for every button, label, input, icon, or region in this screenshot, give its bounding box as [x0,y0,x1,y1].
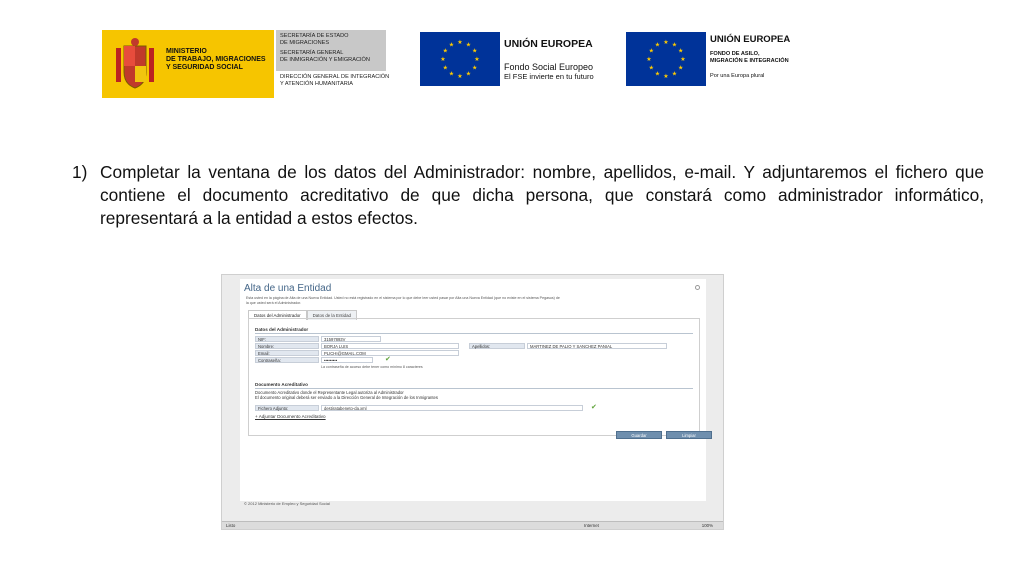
secretaria-logo [276,30,390,90]
limpiar-button[interactable]: Limpiar [666,431,712,439]
guardar-button[interactable]: Guardar [616,431,662,439]
ministerio-logo [102,30,274,98]
eu-star-icon: ★ [680,57,686,63]
direccion-line: DIRECCIÓN GENERAL DE INTEGRACIÓN [280,74,390,80]
eu-star-icon: ★ [474,57,480,63]
ministerio-line: MINISTERIO [166,48,207,55]
eu-star-icon: ★ [671,42,678,49]
check-icon: ✔ [385,356,391,363]
secretaria-line: DE INMIGRACIÓN Y EMIGRACIÓN [280,56,370,63]
status-bar [222,521,723,529]
eu-flag-icon [626,32,706,86]
coat-of-arms-icon [112,36,158,92]
tab-datos-administrador[interactable]: Datos del Administrador [248,310,307,320]
apellidos-field[interactable]: MARTINEZ DE PALIO Y SANCHEZ PANIAL [527,343,667,349]
eu-star-icon: ★ [465,71,472,78]
secretaria-line: SECRETARÍA DE ESTADO [280,33,349,39]
password-field[interactable]: ••••••••• [321,357,373,363]
direccion-line: Y ATENCIÓN HUMANITARIA [280,80,354,87]
page-title: Alta de una Entidad [244,283,332,294]
eu-star-icon: ★ [457,74,463,80]
section-divider [255,333,693,334]
documento-note: El documento original deberá ser enviado a la Dirección General de Integración de los Inmigrantes [255,395,438,400]
instruction-text: Completar la ventana de los datos del Administrador: nombre, apellidos, e-mail. Y adjuntaremos el fichero que contiene el documento acreditativo de que dicha persona, que constará como administrador informático, representará a la entidad a estos efectos. [100,162,984,228]
eu-star-icon: ★ [648,48,654,55]
nif-label: NIF: [255,336,319,342]
status-text: Listo [226,523,236,528]
eu-flag-icon [420,32,500,86]
eu-fse-logo [420,32,594,86]
eu-star-icon: ★ [663,40,669,46]
section-divider [255,388,693,389]
help-icon[interactable] [695,285,700,290]
eu-star-icon: ★ [442,65,448,72]
email-label: Email: [255,350,319,356]
eu-star-icon: ★ [671,71,678,78]
eu-title: UNIÓN EUROPEA [504,38,593,50]
nombre-field[interactable]: BORJA LUIS [321,343,459,349]
documento-description: Documento Acreditativo donde el Representante Legal autoriza al Administrador [255,390,404,395]
eu-star-icon: ★ [654,42,661,49]
instruction-paragraph [72,161,984,230]
eu-star-icon: ★ [472,48,478,55]
tab-datos-entidad[interactable]: Datos de la Entidad [307,310,357,320]
eu-star-icon: ★ [457,40,463,46]
eu-fund-line: MIGRACIÓN E INTEGRACIÓN [710,58,789,64]
eu-star-icon: ★ [448,42,455,49]
apellidos-label: Apellidos: [469,343,525,349]
form-screenshot [221,274,724,530]
eu-star-icon: ★ [654,71,661,78]
instruction-number: 1) [72,162,88,182]
nombre-label: Nombre: [255,343,319,349]
eu-fami-logo [626,32,790,86]
eu-fund-line: FONDO DE ASILO, [710,51,760,57]
fichero-label: Fichero Adjunto: [255,405,319,411]
eu-star-icon: ★ [678,65,684,72]
footer-copyright: © 2012 Ministerio de Empleo y Seguridad Social [244,501,330,506]
eu-star-icon: ★ [440,57,446,63]
adjuntar-documento-link[interactable]: + Adjuntar Documento Acreditativo [255,414,326,419]
eu-star-icon: ★ [678,48,684,55]
form-panel [248,318,700,436]
zone-indicator: Internet [584,523,599,528]
eu-tagline: El FSE invierte en tu futuro [504,72,594,81]
section-title-admin: Datos del Administrador [255,327,309,332]
eu-star-icon: ★ [648,65,654,72]
eu-star-icon: ★ [448,71,455,78]
secretaria-line: SECRETARÍA GENERAL [280,50,344,56]
eu-star-icon: ★ [465,42,472,49]
password-hint: La contraseña de acceso debe tener como mínimo 8 caracteres [321,365,423,369]
secretaria-line: DE MIGRACIONES [280,39,330,46]
eu-star-icon: ★ [472,65,478,72]
eu-title: UNIÓN EUROPEA [710,34,791,45]
eu-star-icon: ★ [663,74,669,80]
section-title-documento: Documento Acreditativo [255,382,308,387]
intro-text: la que usted será el Administrador. [246,300,302,305]
eu-star-icon: ★ [442,48,448,55]
check-icon: ✔ [591,404,597,411]
ministerio-line: DE TRABAJO, MIGRACIONES [166,56,266,63]
password-label: Contraseña: [255,357,319,363]
eu-star-icon: ★ [646,57,652,63]
zoom-level[interactable]: 100% [701,523,713,528]
fichero-field[interactable]: destiratabeneto-da.xml [321,405,583,411]
ministerio-line: Y SEGURIDAD SOCIAL [166,64,243,71]
eu-tagline: Por una Europa plural [710,73,765,79]
nif-field[interactable]: 31597893V [321,336,381,342]
intro-text: Esta usted en la página de Alta de una Nueva Entidad. Usted no está registrado en el sistema por lo que debe leer usted pasar por Alta una Nueva Entidad (que no existe en el sistema Pegasus) de [246,296,560,300]
eu-subtitle: Fondo Social Europeo [504,62,594,72]
browser-content [240,279,706,506]
email-field[interactable]: PLICHI@GMAIL.COM [321,350,459,356]
